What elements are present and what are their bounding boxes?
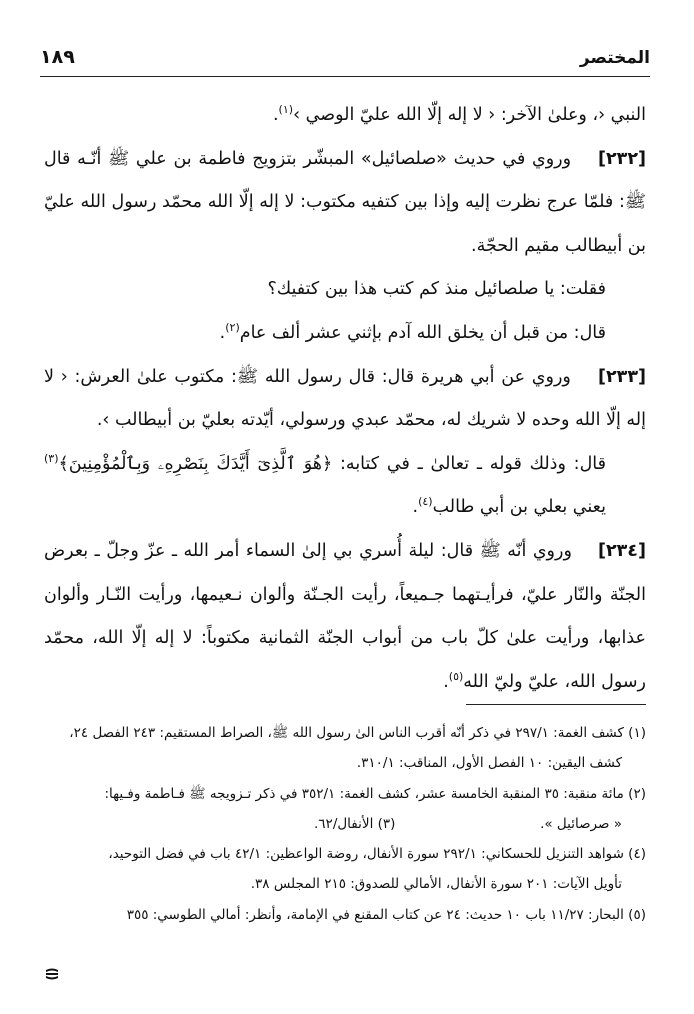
footnotes	[44, 718, 646, 930]
footnote-1: (١) كشف الغمة: ٢٩٧/١ في ذكر أنّه أقرب الناس الىٰ رسول الله ﷺ، الصراط المستقيم: ٢٤٣ الفصل ٢٤،	[69, 725, 646, 741]
paragraph-answer: قال: من قبل أن يخلق الله آدم بإثني عشر ألف عام$^{(٢)}$.	[219, 321, 606, 343]
footnote-divider	[466, 704, 646, 705]
hadith-number: [٢٣٢]	[597, 148, 646, 169]
paragraph-question: فقلت: يا صلصائيل منذ كم كتب هذا بين كتفيك؟	[267, 279, 606, 300]
paragraph-quran-verse: قال: وذلك قوله ـ تعالىٰ ـ في كتابه: ﴿هُوَ ٱلَّذِىٓ أَيَّدَكَ بِنَصْرِهِۦ وَبِٱلْمُؤْمِنِينَ﴾$^{(٣)}$ يعني بعلي بن أبي طالب$^{(٤)}$.	[44, 451, 606, 518]
footnote-2-3-line	[44, 809, 646, 839]
running-header	[40, 44, 650, 72]
footnote-1-continued: كشف اليقين: ١٠ الفصل الأول، المناقب: ٣١٠/١.	[356, 755, 622, 772]
footnote-2-continued: « صرصائيل ».	[540, 815, 622, 832]
footnote-ref: (٣)	[44, 451, 59, 465]
hadith-number: [٢٣٣]	[597, 366, 646, 387]
paragraph-hadith-232: [٢٣٢] وروي في حديث «صلصائيل» المبشّر بتزويج فاطمة بن علي ﷺ أنّـه قال ﷺ: فلمّا عرج نظرت إليه وإذا بين كتفيه مكتوب: لا إله إلّا الله محمّد رسول الله عليّ بن أبيطالب مقيم الحجّة.	[44, 148, 646, 256]
footnote-ref: (٤)	[418, 495, 433, 509]
footnote-5: (٥) البحار: ١١/٢٧ باب ١٠ حديث: ٢٤ عن كتاب المقنع في الإمامة، وأنظر: أمالي الطوسي: ٣٥٥	[126, 906, 646, 923]
main-text	[44, 94, 646, 704]
paragraph-hadith-234: [٢٣٤] وروي أنّه ﷺ قال: ليلة أُسري بي إلىٰ السماء أمر الله ـ عزّ وجلّ ـ بعرض الجنّة والنّار عليّ، فرأيـتهما جـميعاً، رأيت الجـنّة وألوان نـعيمها، ورأيت النّـار وألوان عذابها، ورأيت علىٰ كلّ باب من أبواب الجنّة الثمانية مكتوباً: لا إله إلّا الله، محمّد رسول الله، عليّ وليّ الله$^{(٥)}$.	[44, 540, 646, 692]
footnote-ref: (١)	[278, 103, 294, 117]
hadith-number: [٢٣٤]	[597, 540, 646, 561]
book-title: المختصر	[579, 48, 650, 68]
footnote-4-continued: تأويل الآيات: ٢٠١ سورة الأنفال، الأمالي للصدوق: ٢١٥ المجلس ٣٨.	[250, 876, 622, 893]
footnote-ref: (٢)	[225, 321, 240, 335]
footnote-ref: (٥)	[448, 669, 464, 683]
footnote-2: (٢) مائة منقبة: ٣٥ المنقبة الخامسة عشر، كشف الغمة: ٣٥٢/١ في ذكر تـزويجه ﷺ فـاطمة وفـيها:	[104, 785, 646, 802]
paragraph-hadith-233: [٢٣٣] وروي عن أبي هريرة قال: قال رسول الله ﷺ: مكتوب علىٰ العرش: ‹ لا إله إلّا الله وحده لا شريك له، محمّد عبدي ورسولي، أيّدته بعليّ بن أبيطالب ›.	[44, 366, 646, 431]
paragraph-continuation: النبي ‹، وعلىٰ الآخر: ‹ لا إله إلّا الله عليّ الوصي ›$^{(١)}$.	[272, 103, 646, 125]
footnote-3: (٣) الأنفال/٦٢.	[314, 815, 396, 832]
continuation-mark-icon	[44, 967, 60, 981]
page-number: ١٨٩	[40, 46, 75, 68]
header-divider	[40, 76, 650, 77]
footnote-4: (٤) شواهد التنزيل للحسكاني: ٢٩٢/١ سورة الأنفال، روضة الواعظين: ٤٢/١ باب في فضل التوحيد،	[108, 846, 646, 863]
